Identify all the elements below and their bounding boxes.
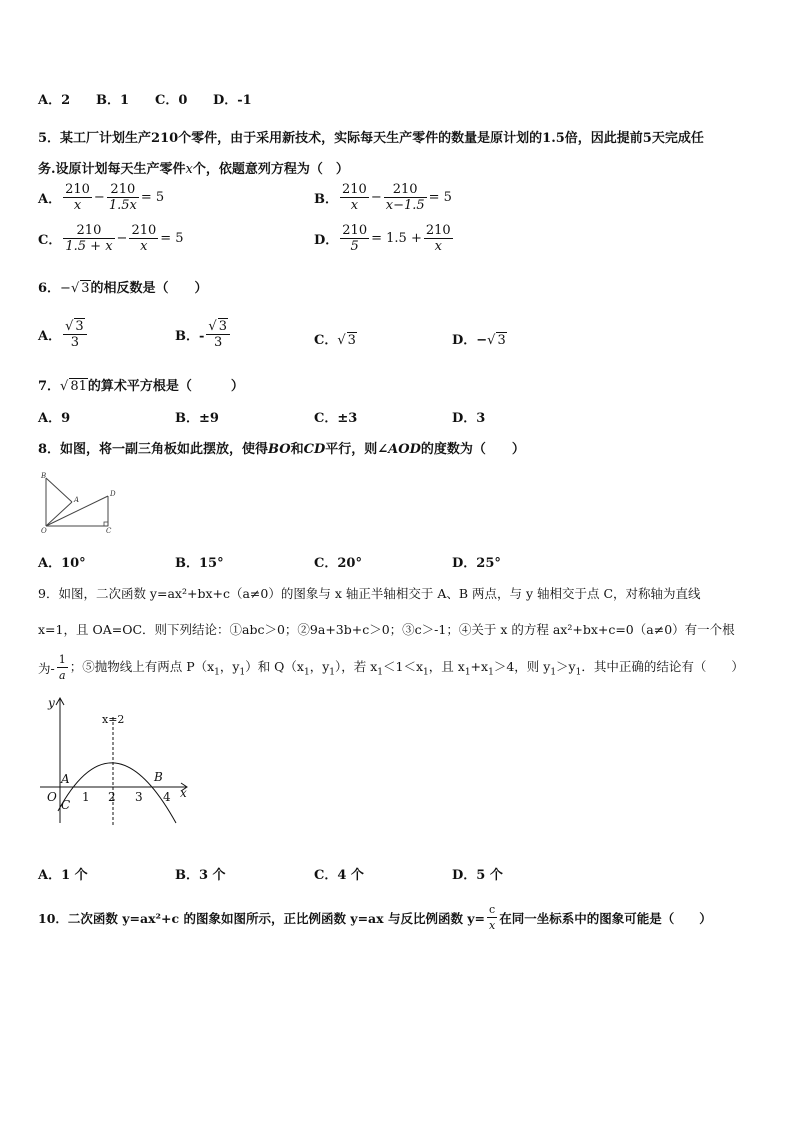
q4-option-b: B．1 (96, 93, 130, 108)
denominator: x (140, 239, 148, 254)
tick-label-1: 1 (82, 790, 90, 804)
radicand: 81 (70, 379, 87, 394)
q8-option-b: B．15° (175, 556, 224, 571)
point-label-a: A (61, 772, 70, 786)
point-label-b: B (41, 472, 47, 480)
q5-option-a (38, 182, 164, 213)
q7-stem: 7．√ 81的算术平方根是（ ） (38, 379, 244, 394)
numerator: 210 (107, 182, 139, 198)
radicand: 3 (347, 333, 356, 348)
q5-option-c (38, 223, 184, 254)
q8-text: 平行，则 (325, 442, 378, 457)
numerator: 210 (425, 223, 451, 238)
rhs: = 5 (140, 190, 165, 205)
numerator: 210 (342, 182, 367, 197)
rhs: = 5 (160, 231, 184, 246)
q6-stem-text: 的相反数是（ ） (90, 281, 208, 296)
q9-option-b: B．3 个 (175, 868, 226, 883)
q9-stem-line2: x=1，且 OA=OC．则下列结论：①abc＞0；②9a+3b+c＞0；③c＞-1；④关于 x 的方程 ax²+bx+c=0（a≠0）有一个根 (38, 622, 735, 637)
q8-option-a: A．10° (38, 556, 86, 571)
numerator: 210 (342, 223, 368, 238)
q5-stem-line1: 5．某工厂计划生产210个零件，由于采用新技术，实际每天生产零件的数量是原计划的1.5倍，因此提前5天完成任 (38, 131, 704, 146)
q9-parabola-graph (30, 693, 200, 828)
option-label: D．− (452, 333, 488, 348)
segment-ba-line (46, 478, 72, 502)
q9-text: 为- (38, 660, 55, 676)
q4-option-d: D．-1 (213, 93, 252, 108)
segment-oa-line (46, 502, 72, 526)
denominator: x−1.5 (385, 198, 425, 213)
denominator: x (489, 919, 496, 932)
numerator: 210 (63, 223, 114, 239)
denominator: 1.5 + x (65, 239, 113, 254)
q7-option-a: A．9 (38, 411, 71, 426)
minus-sign: − (370, 190, 382, 205)
question-number: 7． (38, 379, 61, 394)
numerator: 210 (65, 182, 90, 197)
point-label-a: A (74, 496, 80, 504)
option-label: A． (38, 328, 62, 344)
tick-label-3: 3 (135, 790, 143, 804)
x-axis-label: x (180, 786, 187, 800)
q10-text: 在同一坐标系中的图象可能是（ ） (499, 910, 712, 926)
q7-option-b: B．±9 (175, 411, 219, 426)
segment-cd: CD (303, 442, 326, 457)
option-label: B．- (175, 328, 205, 344)
point-label-o: O (41, 527, 47, 534)
radicand: 3 (218, 319, 227, 334)
q8-stem (38, 438, 525, 457)
minus-sign: − (116, 231, 128, 246)
segment-bo: BO (268, 442, 291, 457)
numerator: 210 (131, 223, 157, 238)
q7-stem-text: 的算术平方根是（ ） (87, 379, 244, 394)
radicand: 3 (81, 281, 90, 296)
denominator: x (350, 198, 359, 213)
tick-label-2: 2 (108, 790, 116, 804)
option-label: B． (314, 192, 338, 207)
numerator: c (487, 902, 497, 918)
option-label: C． (38, 233, 62, 248)
denominator: 3 (214, 335, 223, 350)
question-number: 6． (38, 281, 61, 296)
origin-label: O (47, 790, 57, 804)
option-label: D． (314, 233, 339, 248)
denominator: 1.5x (108, 198, 137, 213)
denominator: a (58, 669, 66, 682)
q5-stem-text: 务.设原计划每天生产零件 (38, 162, 186, 177)
rhs: = 5 (428, 190, 452, 205)
point-label-d: D (110, 490, 116, 498)
minus-sign: − (93, 190, 105, 205)
q9-stem-line1: 9．如图，二次函数 y=ax²+bx+c（a≠0）的图象与 x 轴正半轴相交于 A、B 两点，与 y 轴相交于点 C，对称轴为直线 (38, 586, 701, 601)
q5-option-d (314, 223, 455, 254)
right-angle-mark (104, 522, 108, 526)
q9-option-a: A．1 个 (38, 868, 88, 883)
q8-text: 和 (290, 442, 304, 457)
denominator: 3 (70, 335, 80, 350)
q8-option-d: D．25° (452, 556, 501, 571)
numerator: 1 (58, 653, 66, 666)
radicand: 3 (75, 319, 84, 334)
denominator: x (434, 239, 442, 254)
q9-text-tail: ；⑤抛物线上有两点 $P(x_1$，$y_1$）和 $Q(x_1$，$y_1$），若 $x_1<1<x_1$，且 $x_1+x_1>4$，则 $y_1>y_1$．其中正确的结论有（ ） (69, 659, 744, 678)
q4-option-a: A．2 (38, 93, 71, 108)
q5-option-b (314, 182, 452, 213)
denominator: x (73, 198, 82, 213)
q10-text: 10．二次函数 y=ax²+c 的图象如图所示，正比例函数 y=ax 与反比例函数 y= (38, 910, 486, 926)
minus-sign: − (60, 281, 71, 296)
point-label-c: C (61, 798, 71, 812)
y-axis-label: y (48, 696, 55, 710)
q8-option-c: C．20° (314, 556, 362, 571)
option-label: C． (314, 333, 338, 348)
q6-option-d: D．−√ 3 (452, 333, 506, 348)
option-label: A． (38, 192, 62, 207)
q9-stem-line3 (38, 652, 744, 683)
symmetry-label: x=2 (102, 713, 125, 726)
numerator: 210 (384, 182, 427, 198)
radicand: 3 (497, 333, 506, 348)
q6-option-a: A． $\frac{√ 3}{3}$ (38, 318, 89, 350)
q5-stem-tail: 个，依题意列方程为（ ） (192, 162, 349, 177)
denominator: 5 (350, 239, 359, 254)
point-label-b: B (154, 770, 163, 784)
q10-stem (38, 902, 712, 933)
q5-stem-line2 (38, 158, 349, 177)
angle-aod: ∠AOD (377, 442, 421, 457)
q9-option-c: C．4 个 (314, 868, 364, 883)
point-label-c: C (106, 527, 112, 534)
q6-option-c: C．√ 3 (314, 333, 356, 348)
q6-stem: 6．−√ 3的相反数是（ ） (38, 281, 208, 296)
q9-option-d: D．5 个 (452, 868, 503, 883)
q6-option-b: B．- $\frac{√ 3}{3}$ (175, 318, 232, 350)
q8-triangle-figure (38, 470, 118, 534)
q8-text: 8．如图，将一副三角板如此摆放，使得 (38, 442, 269, 457)
q7-option-d: D．3 (452, 411, 486, 426)
tick-label-4: 4 (163, 790, 171, 804)
q7-option-c: C．±3 (314, 411, 358, 426)
q5-variable: x (185, 162, 193, 177)
q4-option-c: C．0 (155, 93, 188, 108)
q8-text: 的度数为（ ） (420, 442, 525, 457)
middle-expression: = 1.5 + (371, 231, 422, 246)
